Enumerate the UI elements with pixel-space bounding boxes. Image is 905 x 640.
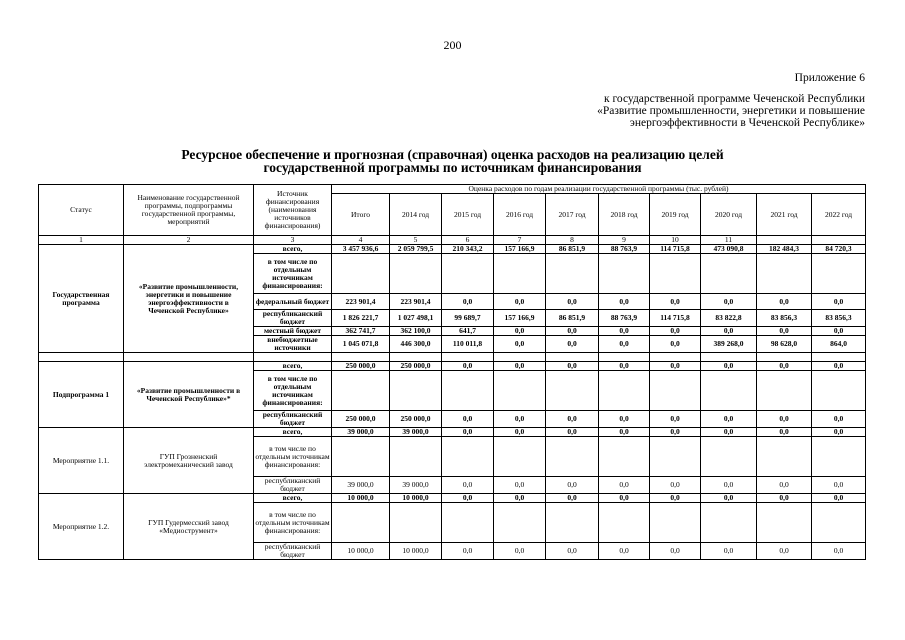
row-value: 0,0 [812, 411, 866, 428]
row-value: 389 268,0 [701, 336, 757, 353]
row-program-name: «Развитие промышленности, энергетики и повышение энергоэффективности в Чеченской Республике» [124, 245, 254, 353]
row-value: 0,0 [701, 543, 757, 560]
row-value: 0,0 [494, 362, 546, 371]
row-value: 0,0 [650, 477, 701, 494]
row-value: 0,0 [546, 543, 599, 560]
spacer-cell [390, 353, 442, 362]
row-value: 0,0 [442, 428, 494, 437]
row-value: 0,0 [812, 543, 866, 560]
row-source: республиканский бюджет [254, 310, 332, 327]
row-value [599, 437, 650, 477]
row-source: республиканский бюджет [254, 411, 332, 428]
row-value: 83 856,3 [812, 310, 866, 327]
row-value: 10 000,0 [332, 543, 390, 560]
header-col: 2014 год [390, 194, 442, 236]
budget-table [38, 184, 866, 560]
row-value: 0,0 [701, 327, 757, 336]
row-value: 0,0 [701, 494, 757, 503]
row-value: 0,0 [701, 428, 757, 437]
row-status: Мероприятие 1.1. [39, 428, 124, 494]
row-source: всего, [254, 362, 332, 371]
row-value [546, 503, 599, 543]
row-source: в том числе по отдельным источникам финансирования: [254, 254, 332, 294]
document-title [0, 148, 905, 174]
row-value [390, 437, 442, 477]
row-value [390, 503, 442, 543]
header-col: 2022 год [812, 194, 866, 236]
row-value [546, 254, 599, 294]
row-value: 0,0 [546, 327, 599, 336]
row-value: 86 851,9 [546, 310, 599, 327]
row-value [599, 254, 650, 294]
row-value [442, 371, 494, 411]
spacer-cell [599, 353, 650, 362]
row-value: 114 715,8 [650, 245, 701, 254]
row-value: 88 763,9 [599, 245, 650, 254]
row-value [546, 437, 599, 477]
row-value: 0,0 [442, 362, 494, 371]
row-value: 0,0 [757, 294, 812, 310]
row-value: 0,0 [812, 494, 866, 503]
spacer-cell [332, 353, 390, 362]
row-source: федеральный бюджет [254, 294, 332, 310]
row-value: 0,0 [599, 543, 650, 560]
row-value: 0,0 [442, 294, 494, 310]
row-value: 1 045 071,8 [332, 336, 390, 353]
row-value: 250 000,0 [332, 411, 390, 428]
row-value: 39 000,0 [390, 477, 442, 494]
row-value: 10 000,0 [390, 543, 442, 560]
row-value: 473 090,8 [701, 245, 757, 254]
row-value: 110 011,8 [442, 336, 494, 353]
row-value: 0,0 [599, 336, 650, 353]
col-number: 4 [332, 236, 390, 245]
row-value: 0,0 [546, 477, 599, 494]
row-value [442, 503, 494, 543]
header-col: 2016 год [494, 194, 546, 236]
row-value [599, 371, 650, 411]
row-value: 210 343,2 [442, 245, 494, 254]
row-value: 0,0 [599, 411, 650, 428]
row-value: 0,0 [757, 494, 812, 503]
row-source: в том числе по отдельным источникам финансирования: [254, 371, 332, 411]
row-value: 0,0 [757, 362, 812, 371]
row-value: 641,7 [442, 327, 494, 336]
row-value: 10 000,0 [332, 494, 390, 503]
spacer-cell [546, 353, 599, 362]
row-value [494, 371, 546, 411]
row-value [390, 371, 442, 411]
table-row [39, 362, 866, 371]
row-source: республиканский бюджет [254, 543, 332, 560]
row-value [757, 437, 812, 477]
row-value [812, 437, 866, 477]
row-value: 10 000,0 [390, 494, 442, 503]
spacer-cell [650, 353, 701, 362]
row-value: 0,0 [812, 362, 866, 371]
row-value [494, 437, 546, 477]
row-value: 0,0 [546, 294, 599, 310]
row-value: 0,0 [494, 477, 546, 494]
row-source: внебюджетные источники [254, 336, 332, 353]
header-source: Источник финансирования (наименования источников финансирования) [254, 185, 332, 236]
row-value [701, 437, 757, 477]
row-value: 0,0 [442, 411, 494, 428]
row-value [650, 254, 701, 294]
row-value: 0,0 [546, 428, 599, 437]
row-value: 223 901,4 [390, 294, 442, 310]
row-status: Мероприятие 1.2. [39, 494, 124, 560]
row-value [701, 371, 757, 411]
col-number [757, 236, 812, 245]
table-body [39, 185, 866, 560]
row-status: Подпрограмма 1 [39, 362, 124, 428]
row-value: 0,0 [494, 494, 546, 503]
col-number: 6 [442, 236, 494, 245]
row-value: 0,0 [701, 411, 757, 428]
row-value: 223 901,4 [332, 294, 390, 310]
row-source: в том числе по отдельным источникам финансирования: [254, 503, 332, 543]
spacer-cell [757, 353, 812, 362]
col-number: 3 [254, 236, 332, 245]
row-value: 0,0 [599, 362, 650, 371]
row-value [812, 503, 866, 543]
row-value: 250 000,0 [390, 411, 442, 428]
row-value: 0,0 [442, 543, 494, 560]
header-col: 2018 год [599, 194, 650, 236]
table-header-row [39, 185, 866, 194]
row-value: 0,0 [546, 336, 599, 353]
row-source: местный бюджет [254, 327, 332, 336]
row-value [812, 371, 866, 411]
row-value [701, 503, 757, 543]
row-value: 182 484,3 [757, 245, 812, 254]
spacer-cell [701, 353, 757, 362]
row-value: 0,0 [546, 411, 599, 428]
col-number: 11 [701, 236, 757, 245]
row-value: 0,0 [494, 294, 546, 310]
row-value [332, 254, 390, 294]
column-number-row [39, 236, 866, 245]
appendix-line: «Развитие промышленности, энергетики и повышение [597, 105, 865, 117]
row-value: 157 166,9 [494, 310, 546, 327]
row-value [494, 254, 546, 294]
col-number: 2 [124, 236, 254, 245]
appendix-subtitle [597, 93, 865, 129]
row-value: 157 166,9 [494, 245, 546, 254]
row-value [332, 503, 390, 543]
row-value: 0,0 [757, 327, 812, 336]
row-value [650, 371, 701, 411]
row-value [757, 254, 812, 294]
row-value: 0,0 [757, 411, 812, 428]
header-col: 2017 год [546, 194, 599, 236]
row-value [650, 437, 701, 477]
row-value: 0,0 [546, 494, 599, 503]
col-number: 8 [546, 236, 599, 245]
row-source: всего, [254, 428, 332, 437]
row-value: 0,0 [494, 336, 546, 353]
row-value: 88 763,9 [599, 310, 650, 327]
row-value: 0,0 [494, 411, 546, 428]
row-value: 0,0 [812, 327, 866, 336]
title-line: государственной программы по источникам финансирования [263, 160, 642, 175]
row-value: 0,0 [599, 494, 650, 503]
row-value: 0,0 [757, 543, 812, 560]
row-value: 86 851,9 [546, 245, 599, 254]
row-value: 250 000,0 [390, 362, 442, 371]
row-value [757, 371, 812, 411]
row-source: республиканский бюджет [254, 477, 332, 494]
row-value: 39 000,0 [332, 428, 390, 437]
row-value [701, 254, 757, 294]
col-number: 5 [390, 236, 442, 245]
row-value: 114 715,8 [650, 310, 701, 327]
spacer-cell [124, 353, 254, 362]
table-row [39, 245, 866, 254]
row-source: всего, [254, 245, 332, 254]
row-value: 362 741,7 [332, 327, 390, 336]
row-value: 98 628,0 [757, 336, 812, 353]
row-value: 0,0 [650, 362, 701, 371]
row-value: 1 826 221,7 [332, 310, 390, 327]
appendix-title: Приложение 6 [794, 72, 865, 84]
spacer-cell [812, 353, 866, 362]
spacer-cell [254, 353, 332, 362]
row-value: 864,0 [812, 336, 866, 353]
col-number: 7 [494, 236, 546, 245]
row-value [812, 254, 866, 294]
row-value [494, 503, 546, 543]
row-value: 0,0 [599, 327, 650, 336]
row-value: 3 457 936,6 [332, 245, 390, 254]
header-estimate: Оценка расходов по годам реализации государственной программы (тыс. рублей) [332, 185, 866, 194]
row-value: 250 000,0 [332, 362, 390, 371]
row-value: 0,0 [650, 411, 701, 428]
row-source: в том числе по отдельным источникам финансирования: [254, 437, 332, 477]
spacer-cell [494, 353, 546, 362]
row-value: 0,0 [650, 543, 701, 560]
row-value [442, 254, 494, 294]
row-value: 446 300,0 [390, 336, 442, 353]
col-number [812, 236, 866, 245]
row-value: 0,0 [757, 428, 812, 437]
col-number: 9 [599, 236, 650, 245]
row-value: 1 027 498,1 [390, 310, 442, 327]
row-value: 0,0 [701, 477, 757, 494]
row-value: 0,0 [812, 294, 866, 310]
spacer-row [39, 353, 866, 362]
row-value: 0,0 [494, 543, 546, 560]
row-program-name: ГУП Грозненский электромеханический завод [124, 428, 254, 494]
row-value: 0,0 [701, 294, 757, 310]
header-name: Наименование государственной программы, подпрограммы государственной программы, мероприятий [124, 185, 254, 236]
row-value: 0,0 [599, 428, 650, 437]
row-value: 0,0 [650, 494, 701, 503]
header-col: Итого [332, 194, 390, 236]
row-value: 0,0 [442, 477, 494, 494]
header-col: 2015 год [442, 194, 494, 236]
header-col: 2019 год [650, 194, 701, 236]
row-value [332, 437, 390, 477]
row-value: 0,0 [546, 362, 599, 371]
header-col: 2020 год [701, 194, 757, 236]
table-row [39, 494, 866, 503]
header-col: 2021 год [757, 194, 812, 236]
row-program-name: ГУП Гудермесский завод «Медиострумент» [124, 494, 254, 560]
row-value: 0,0 [494, 428, 546, 437]
row-value: 362 100,0 [390, 327, 442, 336]
row-value: 0,0 [599, 294, 650, 310]
table-row [39, 428, 866, 437]
col-number: 1 [39, 236, 124, 245]
appendix-line: энергоэффективности в Чеченской Республике» [629, 117, 865, 129]
spacer-cell [442, 353, 494, 362]
spacer-cell [39, 353, 124, 362]
row-value [546, 371, 599, 411]
row-value: 83 822,8 [701, 310, 757, 327]
row-value [650, 503, 701, 543]
row-value: 83 856,3 [757, 310, 812, 327]
row-value: 0,0 [701, 362, 757, 371]
row-value [757, 503, 812, 543]
appendix-line: к государственной программе Чеченской Республики [604, 93, 865, 105]
row-value: 84 720,3 [812, 245, 866, 254]
title-line: Ресурсное обеспечение и прогнозная (справочная) оценка расходов на реализацию целей [181, 147, 724, 162]
row-value: 0,0 [757, 477, 812, 494]
row-status: Государственная программа [39, 245, 124, 353]
col-number: 10 [650, 236, 701, 245]
row-value: 0,0 [599, 477, 650, 494]
row-value: 0,0 [650, 428, 701, 437]
row-value: 2 059 799,5 [390, 245, 442, 254]
row-value: 0,0 [812, 477, 866, 494]
row-value: 0,0 [812, 428, 866, 437]
header-status: Статус [39, 185, 124, 236]
row-value [442, 437, 494, 477]
row-value [332, 371, 390, 411]
row-value: 0,0 [650, 294, 701, 310]
row-value: 39 000,0 [332, 477, 390, 494]
row-source: всего, [254, 494, 332, 503]
row-value: 0,0 [650, 336, 701, 353]
row-program-name: «Развитие промышленности в Чеченской Республике»* [124, 362, 254, 428]
page-number: 200 [443, 38, 462, 52]
row-value [599, 503, 650, 543]
row-value: 39 000,0 [390, 428, 442, 437]
row-value: 99 689,7 [442, 310, 494, 327]
row-value: 0,0 [494, 327, 546, 336]
row-value [390, 254, 442, 294]
row-value: 0,0 [442, 494, 494, 503]
row-value: 0,0 [650, 327, 701, 336]
